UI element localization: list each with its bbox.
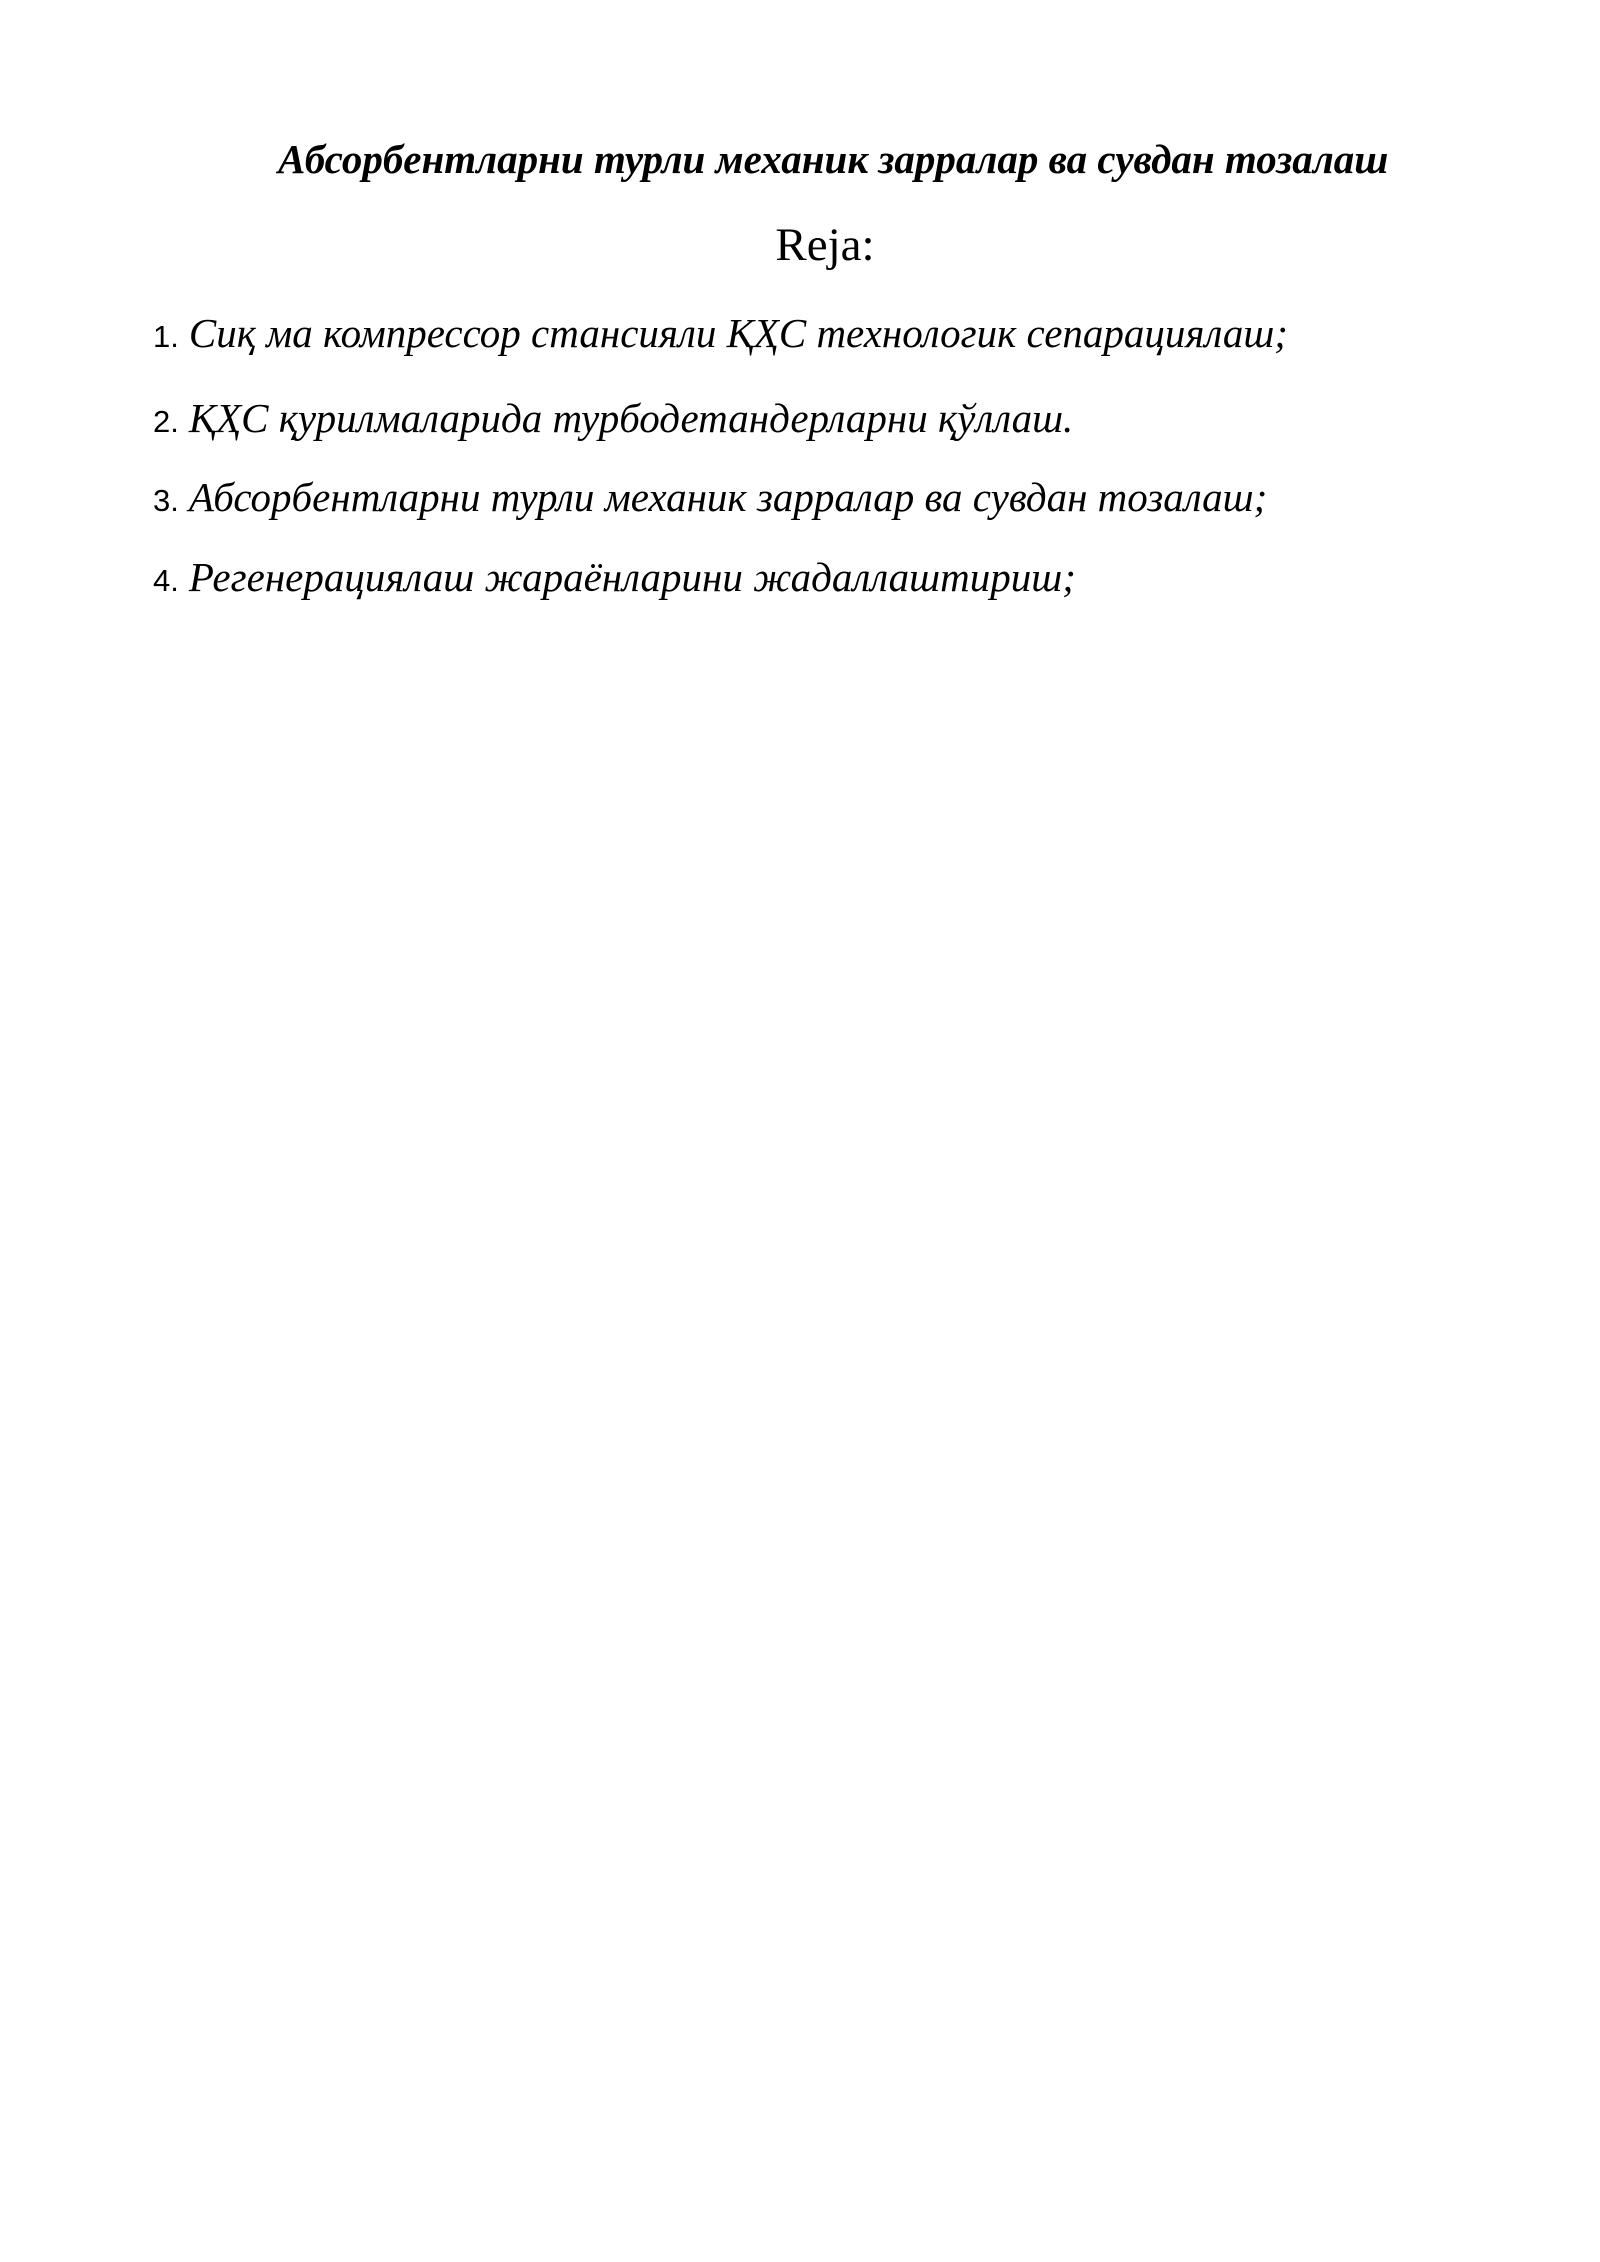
plan-item-text: Сиқ ма компрессор стансияли ҚҲС технологик сепарациялаш; (188, 310, 1288, 356)
plan-item-text: Абсорбентларни турли механик зарралар ва сувдан тозалаш; (188, 474, 1268, 520)
plan-item-number: 2. (153, 404, 179, 439)
plan-item-number: 1. (153, 319, 179, 354)
plan-item (153, 305, 1288, 365)
document-title: Абсорбентларни турли механик зарралар ва сувдан тозалаш (278, 136, 1389, 182)
plan-item (153, 549, 1076, 609)
plan-item-text: ҚҲС қурилмаларида турбодетандерларни қўллаш. (188, 395, 1074, 441)
plan-item-number: 4. (153, 563, 179, 598)
plan-item (153, 390, 1073, 450)
plan-item-number: 3. (153, 483, 179, 518)
plan-heading: Reja: (775, 219, 875, 271)
plan-item (153, 469, 1267, 529)
plan-item-text: Регенерациялаш жараёнларини жадаллаштириш; (188, 554, 1076, 600)
